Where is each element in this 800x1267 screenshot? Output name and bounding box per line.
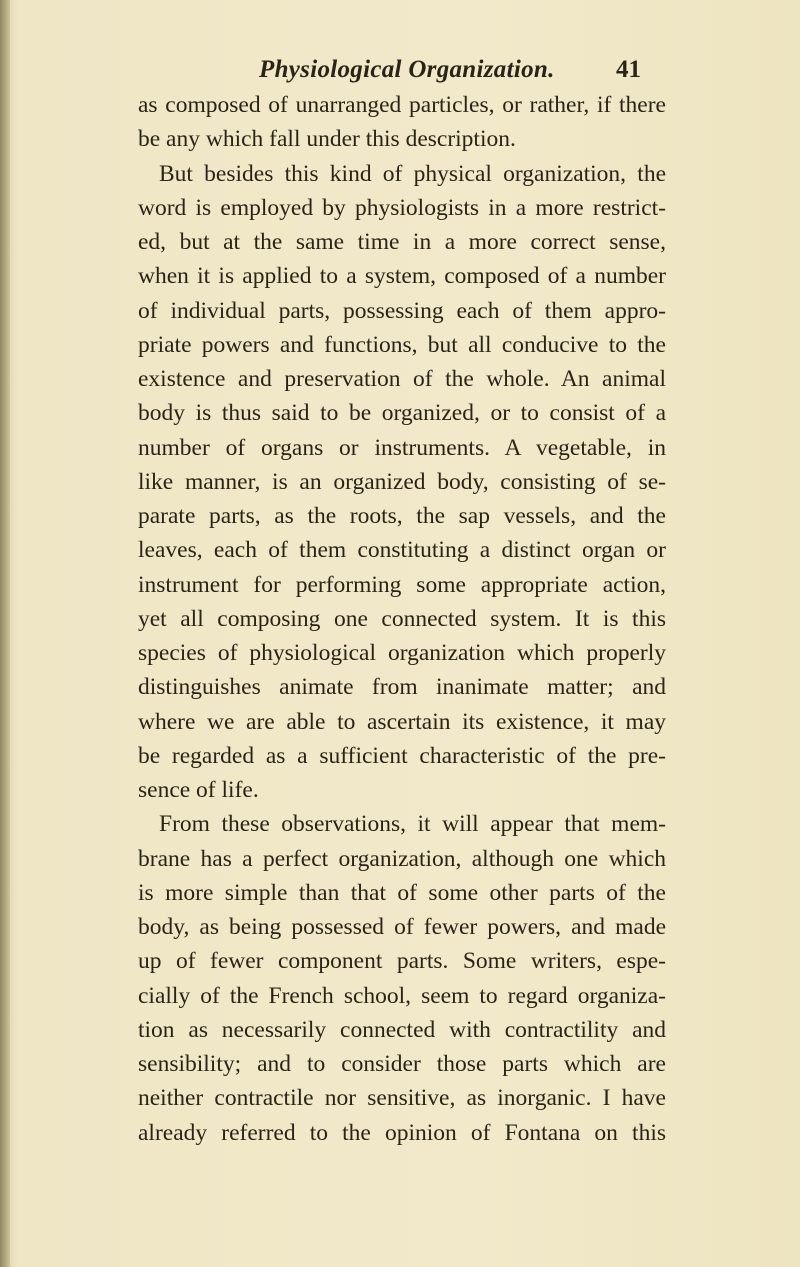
text-line: as composed of unarranged particles, or rather, if there <box>138 92 666 118</box>
text-line: instrument for performing some appropriate action, <box>138 571 666 598</box>
text-line: existence and preservation of the whole. An animal <box>138 366 666 392</box>
text-line: leaves, each of them constituting a distinct organ or <box>138 537 666 564</box>
text-line: is more simple than that of some other parts of the <box>138 879 666 906</box>
page-header <box>0 46 800 86</box>
text-line: distinguishes animate from inanimate matter; and <box>138 674 666 701</box>
text-line: species of physiological organization which properly <box>138 640 666 666</box>
text-line: body, as being possessed of fewer powers, and made <box>138 914 666 940</box>
text-line: number of organs or instruments. A vegetable, in <box>138 434 666 461</box>
text-line: of individual parts, possessing each of them appro- <box>138 297 666 324</box>
text-line: brane has a perfect organization, although one which <box>138 845 666 872</box>
text-line: when it is applied to a system, composed of a number <box>138 263 666 290</box>
text-line: already referred to the opinion of Fontana on this <box>138 1119 666 1146</box>
paragraph-start-line: From these observations, it will appear that mem- <box>159 811 666 838</box>
page-number: 41 <box>616 56 641 83</box>
text-line: sensibility; and to consider those parts which are <box>138 1051 666 1077</box>
text-line: like manner, is an organized body, consisting of se- <box>138 468 666 495</box>
text-line: word is employed by physiologists in a more restrict- <box>138 194 666 221</box>
text-line: cially of the French school, seem to regard organiza- <box>138 982 666 1009</box>
paragraph-start-line: But besides this kind of physical organization, the <box>159 160 666 187</box>
text-line: be any which fall under this description. <box>138 126 516 153</box>
text-line: be regarded as a sufficient characteristic of the pre- <box>138 742 666 769</box>
body-text <box>138 88 666 1150</box>
text-line: body is thus said to be organized, or to consist of a <box>138 400 666 427</box>
text-line: neither contractile nor sensitive, as inorganic. I have <box>138 1085 666 1112</box>
text-line: priate powers and functions, but all conducive to the <box>138 331 666 358</box>
text-line: where we are able to ascertain its existence, it may <box>138 708 666 735</box>
text-line: yet all composing one connected system. It is this <box>138 605 666 632</box>
text-line: tion as necessarily connected with contractility and <box>138 1016 666 1043</box>
page-gutter <box>0 0 10 1267</box>
running-title: Physiological Organization. <box>259 56 555 83</box>
text-line: up of fewer component parts. Some writers, espe- <box>138 948 666 975</box>
text-line: parate parts, as the roots, the sap vessels, and the <box>138 503 666 529</box>
text-line: ed, but at the same time in a more correct sense, <box>138 229 666 255</box>
text-line: sence of life. <box>138 777 259 803</box>
